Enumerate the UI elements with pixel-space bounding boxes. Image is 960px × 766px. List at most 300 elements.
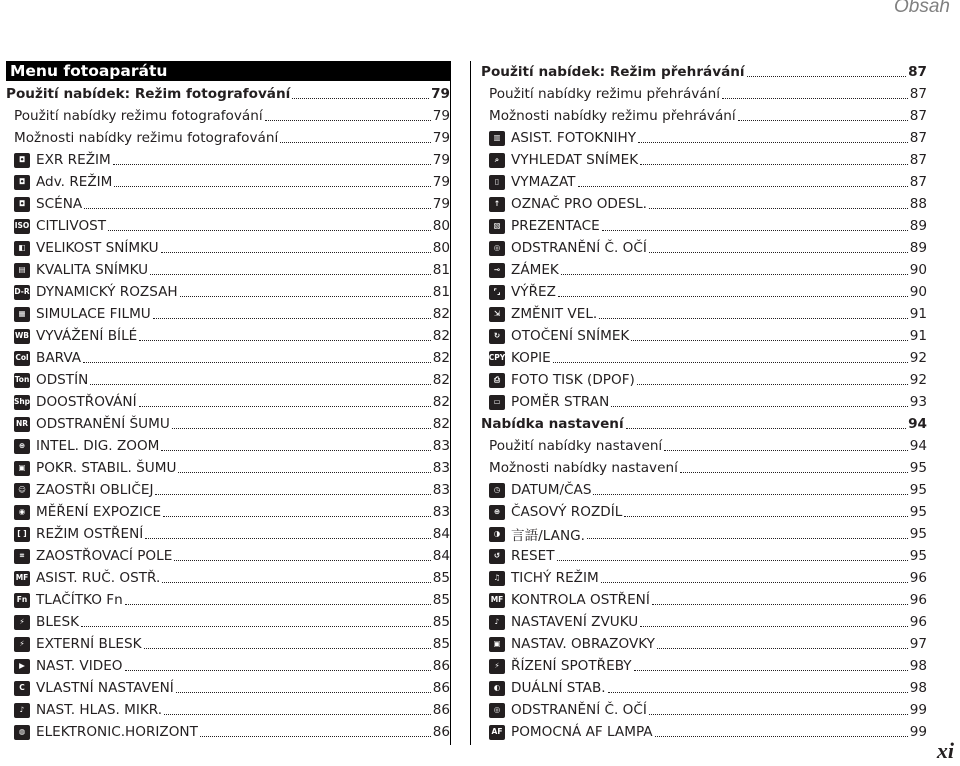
dot-leader <box>664 450 907 451</box>
toc-entry[interactable] <box>6 721 450 743</box>
slide-show-icon: ▧ <box>489 219 505 234</box>
toc-entry[interactable] <box>481 501 927 523</box>
red-eye-removal-icon: ◎ <box>489 703 505 718</box>
toc-entry[interactable] <box>6 567 450 589</box>
toc-entry[interactable] <box>6 281 450 303</box>
toc-entry-page: 86 <box>432 702 450 718</box>
power-management-icon: ⚡ <box>489 659 505 674</box>
toc-entry-page: 80 <box>432 218 450 234</box>
dynamic-range-icon: D-R <box>14 285 30 300</box>
dot-leader <box>125 670 431 671</box>
dot-leader <box>153 318 431 319</box>
dot-leader <box>150 274 431 275</box>
toc-entry-page: 88 <box>909 196 927 212</box>
voice-memo-icon: ♪ <box>14 703 30 718</box>
toc-entry-page: 79 <box>432 152 450 168</box>
dot-leader <box>113 164 431 165</box>
iso-icon: ISO <box>14 219 30 234</box>
dot-leader <box>83 362 431 363</box>
white-balance-icon: WB <box>14 329 30 344</box>
toc-entry-label: Možnosti nabídky nastavení <box>489 460 678 476</box>
toc-entry-page: 90 <box>909 284 927 300</box>
toc-entry-label: VLASTNÍ NASTAVENÍ <box>36 680 174 696</box>
toc-entry-label: POKR. STABIL. ŠUMU <box>36 460 177 476</box>
dot-leader <box>587 538 908 539</box>
red-eye-icon: ◎ <box>489 241 505 256</box>
toc-entry-label: DATUM/ČAS <box>511 482 592 498</box>
toc-entry-label: PREZENTACE <box>511 218 600 234</box>
rotate-icon: ↻ <box>489 329 505 344</box>
toc-entry-page: 90 <box>909 262 927 278</box>
toc-entry-label: DYNAMICKÝ ROZSAH <box>36 284 178 300</box>
focus-check-icon: MF <box>489 593 505 608</box>
toc-entry-label: TLAČÍTKO Fn <box>36 592 123 608</box>
upload-icon: ↑ <box>489 197 505 212</box>
language-icon: ◑ <box>489 527 505 542</box>
toc-entry-label: DOOSTŘOVÁNÍ <box>36 394 137 410</box>
toc-entry[interactable] <box>6 589 450 611</box>
dot-leader <box>200 736 431 737</box>
dot-leader <box>155 494 430 495</box>
toc-entry-page: 82 <box>432 372 450 388</box>
toc-entry[interactable] <box>6 237 450 259</box>
toc-entry-label: NASTAV. OBRAZOVKY <box>511 636 655 652</box>
toc-entry-label: EXR REŽIM <box>36 152 111 168</box>
section-heading: Menu fotoaparátu <box>6 61 450 81</box>
toc-entry[interactable] <box>6 677 450 699</box>
toc-entry-label: NAST. HLAS. MIKR. <box>36 702 163 718</box>
toc-entry-page: 89 <box>909 218 927 234</box>
toc-entry[interactable] <box>6 523 450 545</box>
dot-leader <box>174 560 430 561</box>
dot-leader <box>722 98 908 99</box>
toc-entry-page: 82 <box>432 394 450 410</box>
toc-right-list <box>481 61 927 743</box>
toc-entry-page: 95 <box>909 548 927 564</box>
toc-entry-page: 79 <box>432 130 450 146</box>
toc-entry[interactable] <box>6 501 450 523</box>
toc-entry-page: 83 <box>432 482 450 498</box>
dot-leader <box>558 296 908 297</box>
toc-entry[interactable] <box>481 171 927 193</box>
toc-entry-page: 94 <box>909 438 927 454</box>
dot-leader <box>139 406 431 407</box>
dot-leader <box>161 450 430 451</box>
metering-icon: ◉ <box>14 505 30 520</box>
toc-entry[interactable] <box>481 545 927 567</box>
toc-entry[interactable] <box>481 655 927 677</box>
toc-entry-label: ODSTRANĚNÍ Č. OČÍ <box>511 702 647 718</box>
toc-entry-label: ODSTRANĚNÍ Č. OČÍ <box>511 240 647 256</box>
toc-entry-label: Použití nabídek: Režim fotografování <box>6 86 291 102</box>
dot-leader <box>649 714 908 715</box>
toc-entry-label: NASTAVENÍ ZVUKU <box>511 614 639 630</box>
toc-entry[interactable] <box>481 281 927 303</box>
toc-entry-label: Možnosti nabídky režimu fotografování <box>14 130 279 146</box>
dot-leader <box>163 516 431 517</box>
manual-focus-assist-icon: MF <box>14 571 30 586</box>
toc-entry-label: REŽIM OSTŘENÍ <box>36 526 144 542</box>
image-size-icon: ◧ <box>14 241 30 256</box>
toc-right-column <box>481 61 927 743</box>
toc-entry-page: 83 <box>432 460 450 476</box>
toc-entry-page: 79 <box>431 86 450 102</box>
toc-entry-page: 92 <box>909 350 927 366</box>
toc-entry[interactable] <box>6 347 450 369</box>
toc-entry-label: EXTERNÍ BLESK <box>36 636 142 652</box>
dot-leader <box>561 274 908 275</box>
toc-entry[interactable] <box>481 149 927 171</box>
toc-entry-page: 95 <box>909 482 927 498</box>
toc-entry[interactable] <box>6 479 450 501</box>
toc-entry-label: INTEL. DIG. ZOOM <box>36 438 160 454</box>
dot-leader <box>747 76 907 77</box>
toc-entry-page: 96 <box>909 592 927 608</box>
dot-leader <box>114 186 430 187</box>
toc-entry-label: VELIKOST SNÍMKU <box>36 240 159 256</box>
dot-leader <box>292 98 429 99</box>
external-flash-icon: ⚡ <box>14 637 30 652</box>
toc-entry-page: 91 <box>909 306 927 322</box>
toc-entry-page: 79 <box>432 196 450 212</box>
toc-entry-label: ZMĚNIT VEL. <box>511 306 598 322</box>
toc-entry[interactable] <box>6 435 450 457</box>
dot-leader <box>557 560 908 561</box>
clock-icon: ◷ <box>489 483 505 498</box>
toc-entry-page: 86 <box>432 724 450 740</box>
toc-entry-label: OZNAČ PRO ODESL. <box>511 196 647 212</box>
toc-entry-page: 87 <box>908 64 927 80</box>
print-order-icon: ⎙ <box>489 373 505 388</box>
toc-entry-page: 81 <box>432 262 450 278</box>
toc-entry-label: POMOCNÁ AF LAMPA <box>511 724 653 740</box>
silent-mode-icon: ♫ <box>489 571 505 586</box>
toc-left-column <box>6 61 450 743</box>
toc-entry-page: 87 <box>909 86 927 102</box>
toc-entry[interactable] <box>481 633 927 655</box>
toc-entry-label: KONTROLA OSTŘENÍ <box>511 592 650 608</box>
camera-icon: ◘ <box>14 153 30 168</box>
dot-leader <box>81 626 431 627</box>
page-number: xi <box>936 738 954 763</box>
trimming-icon: ⌜⌟ <box>489 285 505 300</box>
toc-entry-label: RESET <box>511 548 555 564</box>
toc-entry-page: 95 <box>909 504 927 520</box>
toc-entry-label: Nabídka nastavení <box>481 416 624 432</box>
dot-leader <box>84 208 431 209</box>
toc-entry-label: KVALITA SNÍMKU <box>36 262 149 278</box>
dot-leader <box>608 692 908 693</box>
toc-entry-label: VYHLEDAT SNÍMEK <box>511 152 639 168</box>
toc-entry-label: FOTO TISK (DPOF) <box>511 372 635 388</box>
resize-icon: ⇲ <box>489 307 505 322</box>
toc-entry-label: Použití nabídek: Režim přehrávání <box>481 64 745 80</box>
toc-entry-label: ZÁMEK <box>511 262 559 278</box>
reset-icon: ↺ <box>489 549 505 564</box>
toc-entry[interactable] <box>6 413 450 435</box>
toc-entry[interactable] <box>481 303 927 325</box>
toc-entry-page: 96 <box>909 614 927 630</box>
dot-leader <box>139 340 430 341</box>
toc-entry-page: 99 <box>909 702 927 718</box>
toc-entry[interactable] <box>481 391 927 413</box>
toc-entry-label: Použití nabídky režimu fotografování <box>14 108 263 124</box>
custom-settings-icon: C <box>14 681 30 696</box>
aspect-ratio-icon: ▭ <box>489 395 505 410</box>
toc-entry[interactable] <box>6 633 450 655</box>
dot-leader <box>631 340 907 341</box>
column-divider-left <box>450 61 451 745</box>
toc-entry[interactable] <box>6 699 450 721</box>
dot-leader <box>144 648 431 649</box>
toc-entry-page: 94 <box>908 416 927 432</box>
toc-entry-page: 81 <box>432 284 450 300</box>
dot-leader <box>649 208 908 209</box>
toc-entry-page: 85 <box>432 614 450 630</box>
toc-entry-label: ASIST. RUČ. OSTŘ. <box>36 570 161 586</box>
dot-leader <box>624 516 907 517</box>
toc-entry-label: Použití nabídky režimu přehrávání <box>489 86 721 102</box>
dot-leader <box>637 384 908 385</box>
toc-entry[interactable] <box>481 369 927 391</box>
photobook-icon: ▥ <box>489 131 505 146</box>
toc-entry[interactable] <box>6 369 450 391</box>
toc-entry[interactable] <box>481 237 927 259</box>
dot-leader <box>638 142 908 143</box>
toc-entry[interactable] <box>6 325 450 347</box>
toc-entry-page: 83 <box>432 504 450 520</box>
toc-entry-label: CITLIVOST <box>36 218 107 234</box>
toc-entry-page: 87 <box>909 152 927 168</box>
toc-entry-page: 82 <box>432 416 450 432</box>
toc-entry-page: 87 <box>909 108 927 124</box>
toc-entry[interactable] <box>481 567 927 589</box>
dot-leader <box>602 230 908 231</box>
toc-entry[interactable] <box>481 413 927 435</box>
toc-entry-label: ASIST. FOTOKNIHY <box>511 130 637 146</box>
toc-entry[interactable] <box>6 149 450 171</box>
toc-entry-page: 95 <box>909 460 927 476</box>
dot-leader <box>145 538 430 539</box>
dot-leader <box>640 164 908 165</box>
toc-entry-page: 85 <box>432 636 450 652</box>
toc-entry[interactable] <box>6 215 450 237</box>
dual-is-icon: ◐ <box>489 681 505 696</box>
advanced-noise-icon: ▣ <box>14 461 30 476</box>
dot-leader <box>657 648 908 649</box>
toc-left-list <box>6 83 450 743</box>
camera-icon: ◘ <box>14 175 30 190</box>
dot-leader <box>161 252 431 253</box>
toc-entry-page: 86 <box>432 658 450 674</box>
image-quality-icon: ▤ <box>14 263 30 278</box>
toc-entry-label: DUÁLNÍ STAB. <box>511 680 606 696</box>
toc-entry[interactable] <box>6 611 450 633</box>
toc-entry[interactable] <box>6 259 450 281</box>
dot-leader <box>652 604 908 605</box>
toc-entry-label: 言語/LANG. <box>511 528 585 544</box>
toc-entry-page: 80 <box>432 240 450 256</box>
sound-setup-icon: ♪ <box>489 615 505 630</box>
dot-leader <box>280 142 430 143</box>
toc-entry[interactable] <box>481 589 927 611</box>
focus-mode-icon: [ ] <box>14 527 30 542</box>
noise-reduction-icon: NR <box>14 417 30 432</box>
dot-leader <box>640 626 907 627</box>
dot-leader <box>593 494 907 495</box>
toc-entry-label: VYVÁŽENÍ BÍLÉ <box>36 328 138 344</box>
trash-icon: ▯ <box>489 175 505 190</box>
toc-entry-page: 96 <box>909 570 927 586</box>
toc-entry[interactable] <box>481 479 927 501</box>
image-search-icon: ⌕ <box>489 153 505 168</box>
toc-entry[interactable] <box>481 83 927 105</box>
toc-entry-label: ODSTÍN <box>36 372 89 388</box>
toc-entry[interactable] <box>481 193 927 215</box>
toc-entry-label: POMĚR STRAN <box>511 394 610 410</box>
dot-leader <box>265 120 431 121</box>
toc-entry-label: ODSTRANĚNÍ ŠUMU <box>36 416 170 432</box>
toc-entry[interactable] <box>481 721 927 743</box>
toc-entry-label: KOPIE <box>511 350 551 366</box>
toc-entry[interactable] <box>6 303 450 325</box>
dot-leader <box>626 428 906 429</box>
toc-entry[interactable] <box>481 347 927 369</box>
toc-entry-page: 84 <box>432 548 450 564</box>
flash-icon: ⚡ <box>14 615 30 630</box>
toc-entry[interactable] <box>6 105 450 127</box>
screen-setup-icon: ▣ <box>489 637 505 652</box>
af-illuminator-icon: AF <box>489 725 505 740</box>
toc-entry-page: 92 <box>909 372 927 388</box>
toc-entry-page: 85 <box>432 592 450 608</box>
toc-entry[interactable] <box>481 457 927 479</box>
toc-entry-label: BLESK <box>36 614 80 630</box>
dot-leader <box>164 714 431 715</box>
copy-icon: CPY <box>489 351 505 366</box>
dot-leader <box>599 318 907 319</box>
toc-entry-label: BARVA <box>36 350 82 366</box>
toc-entry-page: 82 <box>432 328 450 344</box>
toc-entry-page: 84 <box>432 526 450 542</box>
protect-key-icon: ⊸ <box>489 263 505 278</box>
toc-entry-page: 87 <box>909 130 927 146</box>
toc-entry-page: 98 <box>909 658 927 674</box>
toc-entry[interactable] <box>481 523 927 545</box>
dot-leader <box>176 692 431 693</box>
face-detection-icon: ☺ <box>14 483 30 498</box>
toc-entry-page: 82 <box>432 306 450 322</box>
digital-zoom-icon: ⊕ <box>14 439 30 454</box>
toc-entry-label: Použití nabídky nastavení <box>489 438 663 454</box>
toc-entry-label: NAST. VIDEO <box>36 658 123 674</box>
toc-entry[interactable] <box>481 699 927 721</box>
tone-icon: Ton <box>14 373 30 388</box>
dot-leader <box>162 582 430 583</box>
toc-entry-label: ELEKTRONIC.HORIZONT <box>36 724 198 740</box>
toc-entry[interactable] <box>481 435 927 457</box>
dot-leader <box>611 406 907 407</box>
toc-entry-label: Adv. REŽIM <box>36 174 113 190</box>
dot-leader <box>178 472 430 473</box>
toc-entry[interactable] <box>6 457 450 479</box>
toc-entry[interactable] <box>481 127 927 149</box>
toc-entry-page: 79 <box>432 174 450 190</box>
section-header-label: Obsah <box>894 0 950 17</box>
toc-entry[interactable] <box>6 545 450 567</box>
dot-leader <box>180 296 431 297</box>
dot-leader <box>108 230 431 231</box>
toc-entry[interactable] <box>6 171 450 193</box>
toc-entry-page: 82 <box>432 350 450 366</box>
toc-entry[interactable] <box>481 105 927 127</box>
color-icon: Col <box>14 351 30 366</box>
toc-entry[interactable] <box>481 677 927 699</box>
dot-leader <box>553 362 908 363</box>
toc-entry-label: ZAOSTŘOVACÍ POLE <box>36 548 173 564</box>
dot-leader <box>680 472 908 473</box>
toc-entry-page: 83 <box>432 438 450 454</box>
toc-entry-page: 79 <box>432 108 450 124</box>
film-simulation-icon: ▦ <box>14 307 30 322</box>
dot-leader <box>649 252 908 253</box>
toc-entry-label: VYMAZAT <box>511 174 576 190</box>
toc-entry-page: 97 <box>909 636 927 652</box>
camera-icon: ◘ <box>14 197 30 212</box>
toc-entry-page: 98 <box>909 680 927 696</box>
toc-entry-label: SIMULACE FILMU <box>36 306 151 322</box>
toc-entry-label: ŘÍZENÍ SPOTŘEBY <box>511 658 632 674</box>
toc-entry-page: 87 <box>909 174 927 190</box>
toc-entry-label: ČASOVÝ ROZDÍL <box>511 504 623 520</box>
toc-entry[interactable] <box>6 127 450 149</box>
sharpness-icon: Shp <box>14 395 30 410</box>
dot-leader <box>578 186 908 187</box>
dot-leader <box>655 736 908 737</box>
toc-entry[interactable] <box>481 259 927 281</box>
dot-leader <box>601 582 908 583</box>
dot-leader <box>125 604 431 605</box>
toc-entry-page: 86 <box>432 680 450 696</box>
toc-entry-label: Možnosti nabídky režimu přehrávání <box>489 108 736 124</box>
toc-entry[interactable] <box>6 655 450 677</box>
toc-entry[interactable] <box>481 325 927 347</box>
electronic-level-icon: ◍ <box>14 725 30 740</box>
toc-entry[interactable] <box>481 611 927 633</box>
toc-entry[interactable] <box>6 83 450 105</box>
toc-entry[interactable] <box>6 391 450 413</box>
dot-leader <box>634 670 908 671</box>
column-divider-right <box>470 61 471 745</box>
toc-entry-label: SCÉNA <box>36 196 83 212</box>
toc-entry[interactable] <box>6 193 450 215</box>
toc-entry-label: MĚŘENÍ EXPOZICE <box>36 504 162 520</box>
toc-entry-page: 89 <box>909 240 927 256</box>
toc-entry-page: 93 <box>909 394 927 410</box>
toc-entry-page: 95 <box>909 526 927 542</box>
toc-entry-label: VÝŘEZ <box>511 284 556 300</box>
toc-entry[interactable] <box>481 215 927 237</box>
toc-entry[interactable] <box>481 61 927 83</box>
toc-entry-page: 99 <box>909 724 927 740</box>
dot-leader <box>738 120 908 121</box>
toc-entry-label: TICHÝ REŽIM <box>511 570 599 586</box>
dot-leader <box>90 384 430 385</box>
toc-entry-label: ZAOSTŘI OBLIČEJ <box>36 482 154 498</box>
toc-entry-page: 91 <box>909 328 927 344</box>
dot-leader <box>172 428 431 429</box>
toc-entry-page: 85 <box>432 570 450 586</box>
